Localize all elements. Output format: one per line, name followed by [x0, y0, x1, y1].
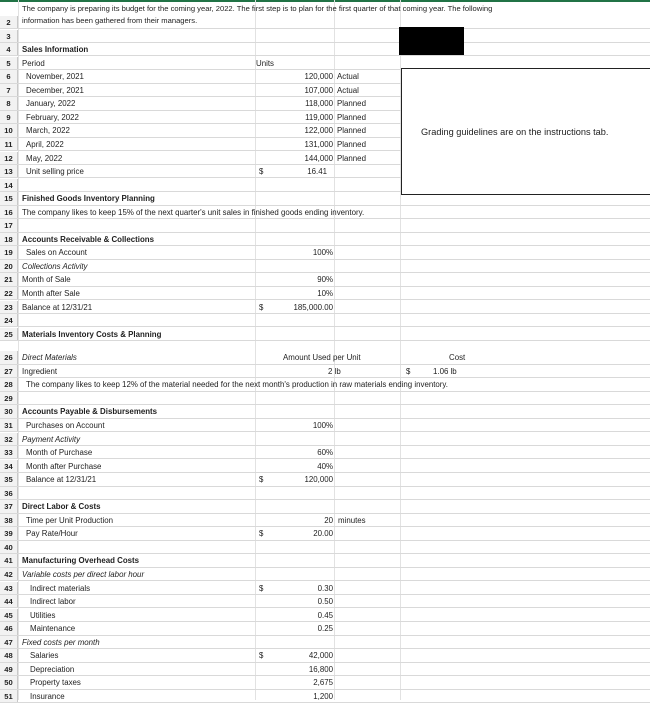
row-number[interactable]: 2 — [0, 16, 18, 28]
sheet-row[interactable] — [0, 676, 650, 689]
row-number[interactable]: 17 — [0, 219, 18, 231]
cell-value[interactable]: $ — [259, 583, 264, 593]
cell-value[interactable]: The company likes to keep 12% of the material needed for the next month's production in raw materials ending inventory. — [26, 380, 448, 390]
cell-value[interactable]: 131,000 — [304, 139, 333, 149]
cell-value[interactable]: 118,000 — [305, 99, 333, 109]
row-number[interactable]: 15 — [0, 192, 18, 204]
row-number[interactable]: 3 — [0, 30, 18, 42]
redaction-block — [399, 27, 464, 55]
sheet-top-border — [0, 0, 650, 2]
cell-value[interactable]: Unit selling price — [26, 167, 84, 177]
cell-value[interactable]: 144,000 — [304, 153, 333, 163]
cell-value[interactable]: Planned — [337, 99, 366, 109]
cell-value[interactable]: Actual — [337, 72, 359, 82]
cell-value[interactable]: Month of Sale — [22, 275, 71, 285]
cell-value[interactable]: minutes — [338, 515, 366, 525]
cell-value[interactable]: 0.30 — [317, 583, 333, 593]
cell-value[interactable]: 107,000 — [304, 85, 333, 95]
row-number[interactable]: 35 — [0, 473, 18, 485]
row-number[interactable]: 34 — [0, 460, 18, 472]
cell-value[interactable]: 2 lb — [328, 366, 341, 376]
cell-value[interactable]: Indirect labor — [30, 597, 76, 607]
row-number[interactable]: 21 — [0, 273, 18, 285]
cell-value[interactable]: Period — [22, 58, 45, 68]
cell-value[interactable]: $ — [259, 167, 264, 177]
cell-value[interactable]: 100% — [312, 248, 333, 258]
sheet-row[interactable] — [0, 378, 650, 391]
cell-value[interactable]: Indirect materials — [30, 583, 91, 593]
sheet-row[interactable] — [0, 206, 650, 219]
sheet-row[interactable] — [0, 663, 650, 676]
cell-value[interactable]: 20.00 — [313, 529, 333, 539]
row-number[interactable]: 14 — [0, 179, 18, 191]
sheet-row[interactable] — [0, 554, 650, 567]
row-number[interactable]: 38 — [0, 514, 18, 526]
sheet-row[interactable] — [0, 446, 650, 459]
row-number[interactable]: 37 — [0, 500, 18, 512]
sheet-row[interactable] — [0, 246, 650, 259]
row-number[interactable]: 11 — [0, 138, 18, 150]
row-number[interactable]: 20 — [0, 260, 18, 272]
cell-value[interactable]: Month after Purchase — [26, 461, 102, 471]
cell-value[interactable]: November, 2021 — [26, 72, 84, 82]
sheet-row[interactable] — [0, 287, 650, 300]
cell-value[interactable]: 16.41 — [307, 167, 327, 177]
cell-value[interactable]: $ — [259, 651, 264, 661]
cell-value[interactable]: Sales Information — [22, 45, 89, 55]
cell-value[interactable]: Collections Activity — [22, 261, 88, 271]
cell-value[interactable]: 185,000.00 — [293, 302, 333, 312]
cell-value[interactable]: Depreciation — [30, 664, 75, 674]
row-number[interactable]: 6 — [0, 70, 18, 82]
cell-value[interactable]: 100% — [312, 420, 333, 430]
row-number[interactable]: 28 — [0, 378, 18, 390]
sheet-row[interactable] — [0, 43, 650, 56]
sheet-row[interactable] — [0, 273, 650, 286]
cell-value[interactable]: Sales on Account — [26, 248, 87, 258]
row-number[interactable]: 36 — [0, 487, 18, 499]
row-number[interactable]: 4 — [0, 43, 18, 55]
sheet-row[interactable] — [0, 473, 650, 486]
row-number[interactable]: 30 — [0, 405, 18, 417]
intro-line-2: information has been gathered from their managers. — [22, 16, 198, 25]
cell-value[interactable]: Balance at 12/31/21 — [26, 475, 97, 485]
sheet-row[interactable] — [0, 30, 650, 43]
sheet-row[interactable] — [0, 233, 650, 246]
sheet-row[interactable] — [0, 595, 650, 608]
row-number[interactable]: 22 — [0, 287, 18, 299]
sheet-row[interactable] — [0, 16, 650, 29]
sheet-row[interactable] — [0, 260, 650, 273]
cell-value[interactable]: 0.50 — [317, 597, 333, 607]
sheet-row[interactable] — [0, 433, 650, 446]
cell-value[interactable]: Amount Used per Unit — [283, 353, 361, 363]
sheet-row[interactable] — [0, 301, 650, 314]
sheet-row[interactable] — [0, 541, 650, 554]
intro-line-1: The company is preparing its budget for the coming year, 2022. The first step is to plan for the first quarter of that coming year. The following — [22, 4, 493, 13]
cell-value[interactable]: 122,000 — [304, 126, 333, 136]
sheet-row[interactable] — [0, 219, 650, 232]
cell-value[interactable]: $ — [259, 302, 264, 312]
cell-value[interactable]: 1,200 — [313, 691, 333, 701]
cell-value[interactable]: Planned — [337, 112, 366, 122]
cell-value[interactable]: Accounts Payable & Disbursements — [22, 407, 158, 417]
grading-note-text: Grading guidelines are on the instructions tab. — [421, 127, 609, 137]
row-number[interactable]: 27 — [0, 365, 18, 377]
cell-value[interactable]: $ — [406, 366, 411, 376]
row-number[interactable]: 31 — [0, 419, 18, 431]
cell-value[interactable]: 16,800 — [308, 664, 333, 674]
cell-value[interactable]: The company likes to keep 15% of the next quarter's unit sales in finished goods ending inventory. — [22, 207, 365, 217]
cell-value[interactable]: Planned — [337, 153, 366, 163]
row-number[interactable]: 47 — [0, 636, 18, 648]
sheet-row[interactable] — [0, 351, 650, 364]
row-number[interactable]: 51 — [0, 690, 18, 702]
row-number[interactable]: 42 — [0, 568, 18, 580]
cell-value[interactable]: 0.45 — [317, 610, 333, 620]
row-number[interactable]: 46 — [0, 622, 18, 634]
row-number[interactable]: 26 — [0, 351, 18, 363]
cell-value[interactable]: 42,000 — [308, 651, 333, 661]
cell-value[interactable]: Units — [256, 58, 274, 68]
cell-value[interactable]: Maintenance — [30, 624, 76, 634]
cell-value[interactable]: Payment Activity — [22, 434, 81, 444]
sheet-row[interactable] — [0, 622, 650, 635]
row-number[interactable]: 18 — [0, 233, 18, 245]
cell-value[interactable]: 40% — [317, 461, 333, 471]
cell-value[interactable]: 90% — [317, 275, 333, 285]
cell-value[interactable]: Month after Sale — [22, 289, 80, 298]
sheet-row[interactable] — [0, 568, 650, 581]
cell-value[interactable]: 2,675 — [313, 678, 333, 688]
cell-value[interactable]: Balance at 12/31/21 — [22, 302, 93, 312]
row-number[interactable]: 29 — [0, 392, 18, 404]
row-number[interactable]: 5 — [0, 57, 18, 69]
sheet-row[interactable] — [0, 405, 650, 418]
cell-value[interactable]: March, 2022 — [26, 126, 70, 136]
row-number[interactable]: 41 — [0, 554, 18, 566]
cell-value[interactable]: 0.25 — [317, 624, 333, 634]
cell-value[interactable]: Time per Unit Production — [26, 515, 113, 525]
cell-value[interactable]: 10% — [317, 289, 333, 298]
sheet-row[interactable] — [0, 419, 650, 432]
sheet-row[interactable] — [0, 314, 650, 327]
row-number[interactable]: 43 — [0, 582, 18, 594]
row-number[interactable]: 10 — [0, 124, 18, 136]
cell-value[interactable]: 120,000 — [304, 72, 333, 82]
cell-value[interactable]: $ — [259, 475, 264, 485]
row-number[interactable]: 12 — [0, 152, 18, 164]
cell-value[interactable]: Direct Labor & Costs — [22, 502, 101, 512]
row-number[interactable]: 7 — [0, 84, 18, 96]
cell-value[interactable]: $ — [259, 529, 264, 539]
row-number[interactable]: 33 — [0, 446, 18, 458]
cell-value[interactable]: Salaries — [30, 651, 59, 661]
row-number[interactable]: 8 — [0, 97, 18, 109]
cell-value[interactable]: Actual — [337, 85, 359, 95]
sheet-row[interactable] — [0, 690, 650, 703]
sheet-row[interactable] — [0, 460, 650, 473]
cell-value[interactable]: Insurance — [30, 691, 65, 701]
row-number[interactable]: 50 — [0, 676, 18, 688]
row-number[interactable]: 49 — [0, 663, 18, 675]
cell-value[interactable]: 60% — [317, 448, 333, 458]
cell-value[interactable]: Month of Purchase — [26, 448, 93, 458]
row-number[interactable]: 13 — [0, 165, 18, 177]
cell-value[interactable]: Direct Materials — [22, 353, 77, 363]
cell-value[interactable]: Property taxes — [30, 678, 81, 688]
cell-value[interactable]: 120,000 — [304, 475, 333, 485]
row-number[interactable]: 40 — [0, 541, 18, 553]
cell-value[interactable]: January, 2022 — [26, 99, 76, 109]
cell-value[interactable]: April, 2022 — [26, 139, 64, 149]
cell-value[interactable]: 119,000 — [305, 112, 333, 122]
sheet-row[interactable] — [0, 514, 650, 527]
row-number[interactable]: 9 — [0, 111, 18, 123]
sheet-row[interactable] — [0, 392, 650, 405]
row-number[interactable]: 39 — [0, 527, 18, 539]
sheet-row[interactable] — [0, 609, 650, 622]
row-number[interactable]: 48 — [0, 649, 18, 661]
cell-value[interactable]: Finished Goods Inventory Planning — [22, 194, 155, 204]
cell-value[interactable]: Planned — [337, 126, 366, 136]
cell-value[interactable]: February, 2022 — [26, 112, 79, 122]
row-number[interactable]: 32 — [0, 433, 18, 445]
cell-value[interactable]: Ingredient — [22, 366, 58, 376]
cell-value[interactable]: Fixed costs per month — [22, 637, 100, 647]
cell-value[interactable]: Accounts Receivable & Collections — [22, 234, 154, 244]
row-number[interactable]: 25 — [0, 328, 18, 340]
row-number[interactable]: 16 — [0, 206, 18, 218]
cell-value[interactable]: Utilities — [30, 610, 56, 620]
cell-value[interactable]: Planned — [337, 139, 366, 149]
sheet-row[interactable] — [0, 636, 650, 649]
cell-value[interactable]: December, 2021 — [26, 85, 84, 95]
cell-value[interactable]: Pay Rate/Hour — [26, 529, 78, 539]
cell-value[interactable]: Manufacturing Overhead Costs — [22, 556, 140, 566]
cell-value[interactable]: Materials Inventory Costs & Planning — [22, 329, 162, 339]
row-number[interactable]: 44 — [0, 595, 18, 607]
row-number[interactable]: 19 — [0, 246, 18, 258]
sheet-row[interactable] — [0, 582, 650, 595]
row-number[interactable]: 45 — [0, 609, 18, 621]
cell-value[interactable]: Cost — [449, 353, 466, 363]
cell-value[interactable]: May, 2022 — [26, 153, 63, 163]
row-number[interactable]: 23 — [0, 301, 18, 313]
row-number[interactable]: 24 — [0, 314, 18, 326]
sheet-row[interactable] — [0, 649, 650, 662]
sheet-row[interactable] — [0, 328, 650, 341]
cell-value[interactable]: Variable costs per direct labor hour — [22, 570, 145, 579]
cell-value[interactable]: Purchases on Account — [26, 420, 105, 430]
cell-value[interactable]: 20 — [324, 515, 333, 525]
cell-value[interactable]: 1.06 lb — [433, 366, 457, 376]
sheet-row[interactable] — [0, 365, 650, 378]
sheet-row[interactable] — [0, 500, 650, 513]
sheet-row[interactable] — [0, 487, 650, 500]
sheet-row[interactable] — [0, 527, 650, 540]
